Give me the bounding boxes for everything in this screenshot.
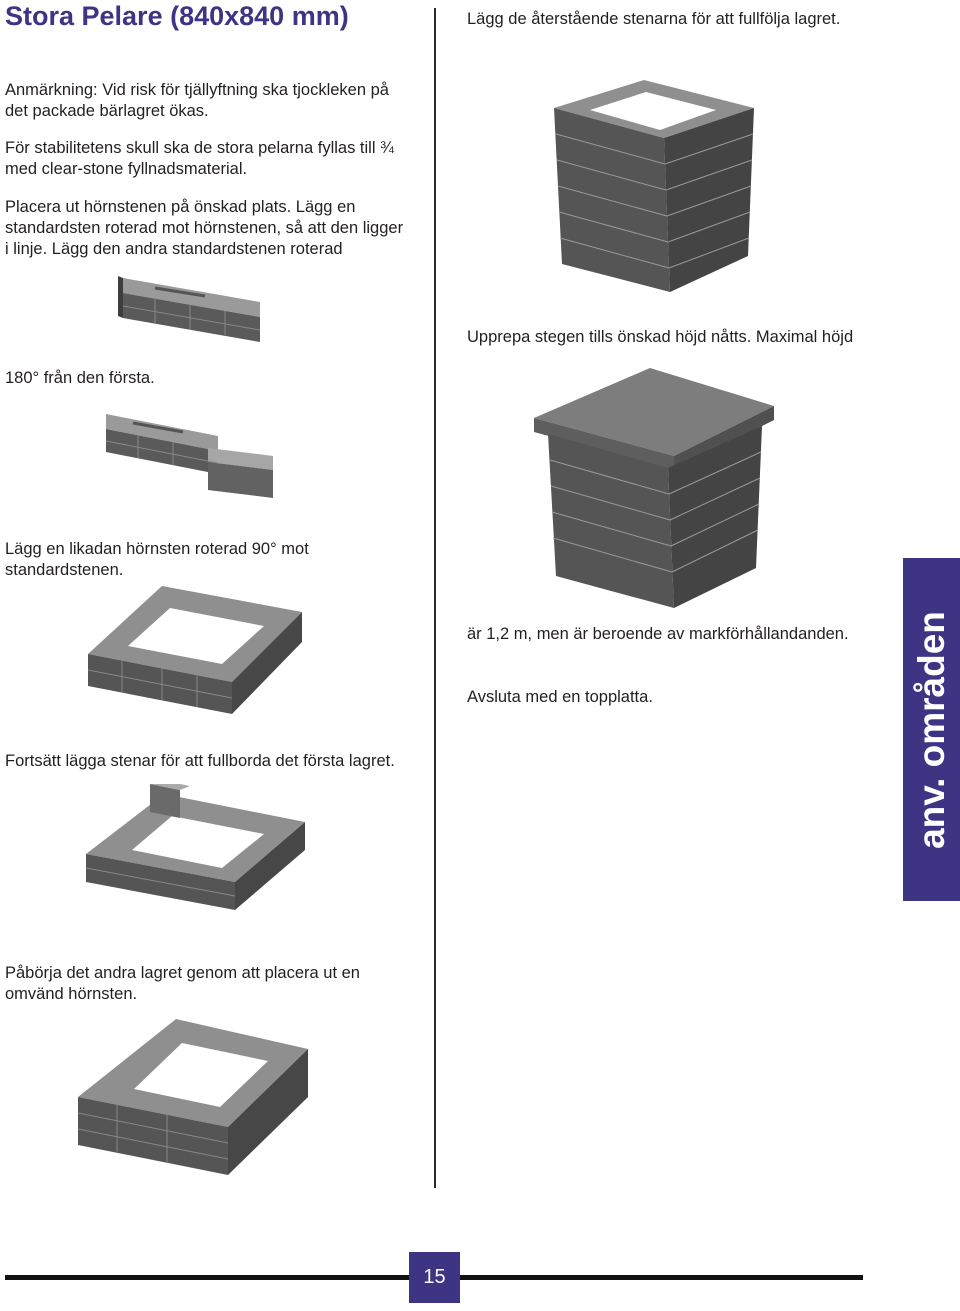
finish-cap-paragraph: Avsluta med en topplatta. xyxy=(467,688,653,706)
stability-paragraph: För stabilitetens skull ska de stora pelarna fyllas till ¾ med clear-stone fyllnadsmaterial. xyxy=(5,139,394,178)
continue-layer-paragraph: Fortsätt lägga stenar för att fullborda det första lagret. xyxy=(5,752,395,770)
second-layer-paragraph: Påbörja det andra lagret genom att placera ut en omvänd hörnsten. xyxy=(5,964,360,1003)
lay-remaining-paragraph: Lägg de återstående stenarna för att fullfölja lagret. xyxy=(467,10,841,28)
page-number: 15 xyxy=(409,1252,460,1303)
pillar-capped-illustration xyxy=(532,368,777,613)
column-divider xyxy=(434,8,436,1188)
section-tab-label: anv. områden xyxy=(910,610,952,849)
corner-90-paragraph: Lägg en likadan hörnsten roterad 90° mot standardstenen. xyxy=(5,540,309,579)
note-paragraph: Anmärkning: Vid risk för tjällyftning ska tjockleken på det packade bärlagret ökas. xyxy=(5,81,389,120)
first-layer-complete-illustration xyxy=(80,784,308,914)
pillar-open-illustration xyxy=(548,78,758,296)
standard-stone-illustration xyxy=(98,408,278,503)
section-tab xyxy=(903,558,960,901)
page-title: Stora Pelare (840x840 mm) xyxy=(5,1,349,31)
repeat-steps-paragraph: Upprepa stegen tills önskad höjd nåtts. Maximal höjd xyxy=(467,328,854,346)
place-corner-paragraph: Placera ut hörnstenen på önskad plats. Lägg en standardsten roterad mot hörnstenen, så att den ligger i linje. Lägg den andra standardstenen roterad xyxy=(5,198,404,258)
max-height-paragraph: är 1,2 m, men är beroende av markförhållandanden. xyxy=(467,625,849,643)
second-layer-illustration xyxy=(72,1015,314,1180)
rotated-180-paragraph: 180° från den första. xyxy=(5,369,155,387)
first-layer-ring-illustration xyxy=(82,582,307,722)
corner-stone-illustration xyxy=(115,272,265,347)
